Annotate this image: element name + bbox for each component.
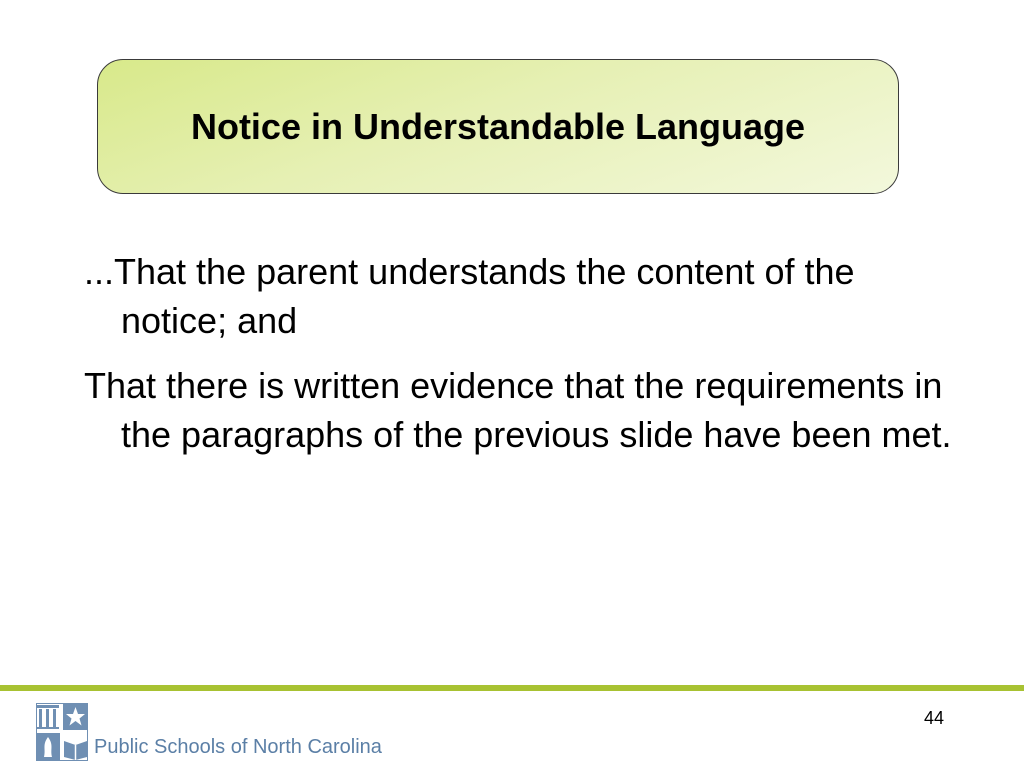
footer-divider [0,685,1024,691]
slide-number: 44 [924,708,945,728]
nc-public-schools-logo-icon [36,703,88,761]
slide-body [84,247,954,459]
organization-name: Public Schools of North Carolina [94,736,382,758]
slide-title: Notice in Understandable Language [190,105,806,147]
body-paragraph-2: That there is written evidence that the requirements in the paragraphs of the previous slide have been met. [84,365,952,455]
body-paragraph-1: ...That the parent understands the content of the notice; and [84,251,855,341]
title-box [97,59,899,194]
